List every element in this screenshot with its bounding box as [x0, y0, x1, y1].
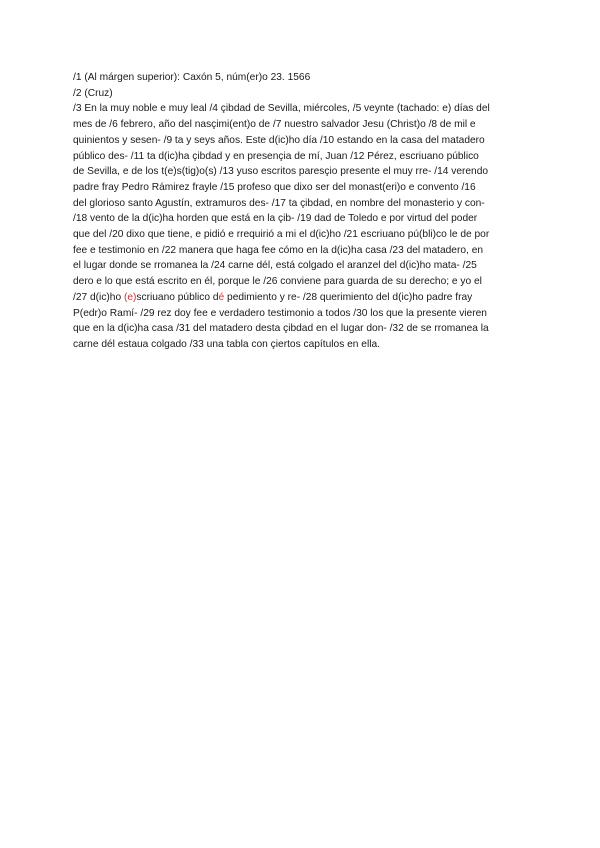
transcription-text — [73, 70, 533, 353]
highlighted-text: (e) — [123, 291, 137, 303]
text-line: P(edr)o Ramí- /29 rez doy fee e verdadero testimonio a todos /30 los que la presente vieren — [73, 307, 487, 319]
text-line: dero e lo que está escrito en él, porque le /26 conviene para guarda de su derecho; e yo el — [73, 276, 482, 288]
text-line: que del /20 dixo que tiene, e pidió e rrequirió a mi el d(ic)ho /21 escriuano pú(bli)co le de por — [73, 229, 490, 241]
text-segment: pedimiento y re- /28 querimiento del d(ic)ho padre fray — [224, 291, 473, 303]
text-line-highlighted — [73, 290, 533, 306]
text-segment: /27 d(ic)ho — [73, 291, 124, 303]
text-line: quinientos y sesen- /9 ta y seys años. Este d(ic)ho día /10 estando en la casa del matadero — [73, 134, 485, 146]
text-segment: scriuano público d — [136, 291, 219, 303]
text-line: /18 vento de la d(ic)ha horden que está en la çib- /19 dad de Toledo e por virtud del poder — [73, 213, 478, 225]
text-line: mes de /6 febrero, año del nasçimi(ent)o de /7 nuestro salvador Jesu (Christ)o /8 de mil e — [73, 119, 476, 131]
highlighted-text: é — [218, 291, 225, 303]
text-line: /3 En la muy noble e muy leal /4 çibdad de Sevilla, miércoles, /5 veynte (tachado: e) días del — [73, 103, 490, 115]
text-line: fee e testimonio en /22 manera que haga fee cómo en la d(ic)ha casa /23 del matadero, en — [73, 244, 484, 256]
text-line: de Sevilla, e de los t(e)s(tig)o(s) /13 yuso escritos paresçio presente el muy rre- /14 verendo — [73, 166, 489, 178]
text-line: del glorioso santo Agustín, extramuros des- /17 ta çibdad, en nombre del monasterio y con- — [73, 197, 485, 209]
text-line: público des- /11 ta d(ic)ha çibdad y en presençia de mí, Juan /12 Pérez, escriuano público — [73, 150, 479, 162]
text-line: que en la d(ic)ha casa /31 del matadero desta çibdad en el lugar don- /32 de se rromanea la — [73, 323, 489, 335]
text-line: /2 (Cruz) — [73, 87, 113, 99]
text-line: carne dél estaua colgado /33 una tabla con çiertos capítulos en ella. — [73, 338, 380, 350]
text-line: el lugar donde se rromanea la /24 carne dél, está colgado el aranzel del d(ic)ho mata- /25 — [73, 260, 477, 272]
text-line: /1 (Al márgen superior): Caxón 5, núm(er)o 23. 1566 — [73, 72, 311, 83]
text-line: padre fray Pedro Rámirez frayle /15 profeso que dixo ser del monast(eri)o e convento /16 — [73, 181, 476, 193]
